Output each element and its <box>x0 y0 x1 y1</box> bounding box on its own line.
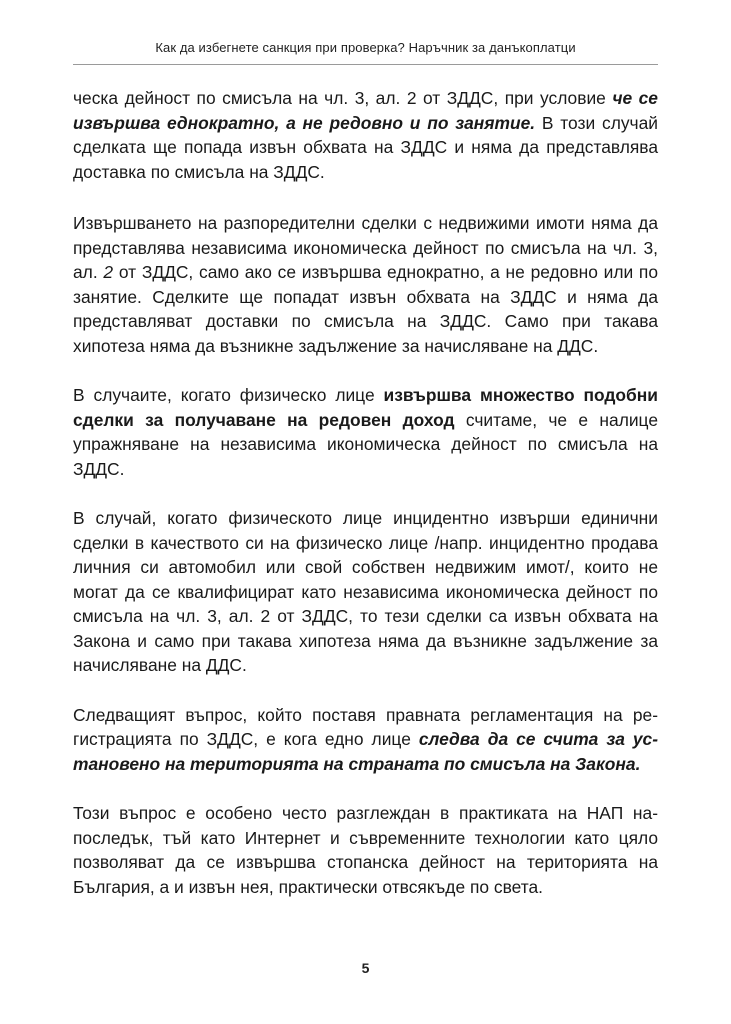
running-header: Как да избегнете санкция при проверка? Наръчник за данъкоплатци <box>155 40 576 55</box>
text-run: В случай, когато физическото лице инцидентно извърши единични сделки в качеството си на физическо лице /напр. инцидентно продава личния си автомобил или свой собствен недвижим имот/, които не могат да се квалифицират като независима икономическа дейност по смисъла на чл. 3, ал. 2 от ЗДДС, то тези сделки са извън обхвата на Закона и само при такава хипотеза няма да възникне задължение за начисляване на ДДС. <box>73 508 658 675</box>
emphasis-run: че се извършва еднократно, а не редовно и по занятие. <box>73 88 658 133</box>
header-divider <box>73 64 658 65</box>
paragraph <box>73 383 658 481</box>
emphasis-run: 2 <box>103 262 114 282</box>
emphasis-run: извършва множество подобни сделки за получаване на редовен доход <box>73 385 658 430</box>
paragraph <box>73 801 658 899</box>
paragraph <box>73 86 658 184</box>
text-run: ческа дейност по смисъла на чл. 3, ал. 2 от ЗДДС, при условие <box>73 88 613 108</box>
text-run: считаме, че е налице упражняване на независима икономическа дейност по смисъла на ЗДДС. <box>73 409 658 479</box>
text-run: В този случай сделката ще попада извън обхвата на ЗДДС и няма да представлява доставка по смисъла на ЗДДС. <box>73 112 658 182</box>
text-run: Този въпрос е особено често разглеждан в практиката на НАП напоследък, тъй като Интернет и съвременните технологии като цяло позволяват да се извършва стопанска дейност на територията на България, а и извън нея, практически отвсякъде по света. <box>73 803 658 897</box>
page-number: 5 <box>361 960 370 976</box>
paragraph <box>73 703 658 777</box>
text-run: В случаите, когато физическо лице <box>73 385 384 405</box>
text-run: Извършването на разпоредителни сделки с недвижими имоти няма да представлява независима икономическа дейност по смисъла на чл. 3, ал. <box>73 213 658 282</box>
text-run: Следващият въпрос, който поставя правната регламентация на регистрацията по ЗДДС, е кога едно лице <box>73 704 658 749</box>
emphasis-run: следва да се счита за установено на територията на страната по смисъла на Закона. <box>73 729 659 774</box>
paragraph <box>73 506 658 678</box>
paragraph <box>73 211 658 358</box>
page-body <box>73 86 658 924</box>
text-run: от ЗДДС, само ако се извършва еднократно, а не редовно или по занятие. Сделките ще попадат извън обхвата на ЗДДС и няма да представляват доставки по смисъла на ЗДДС. Само при такава хипотеза няма да възникне задължение за начисляване на ДДС. <box>73 262 659 356</box>
